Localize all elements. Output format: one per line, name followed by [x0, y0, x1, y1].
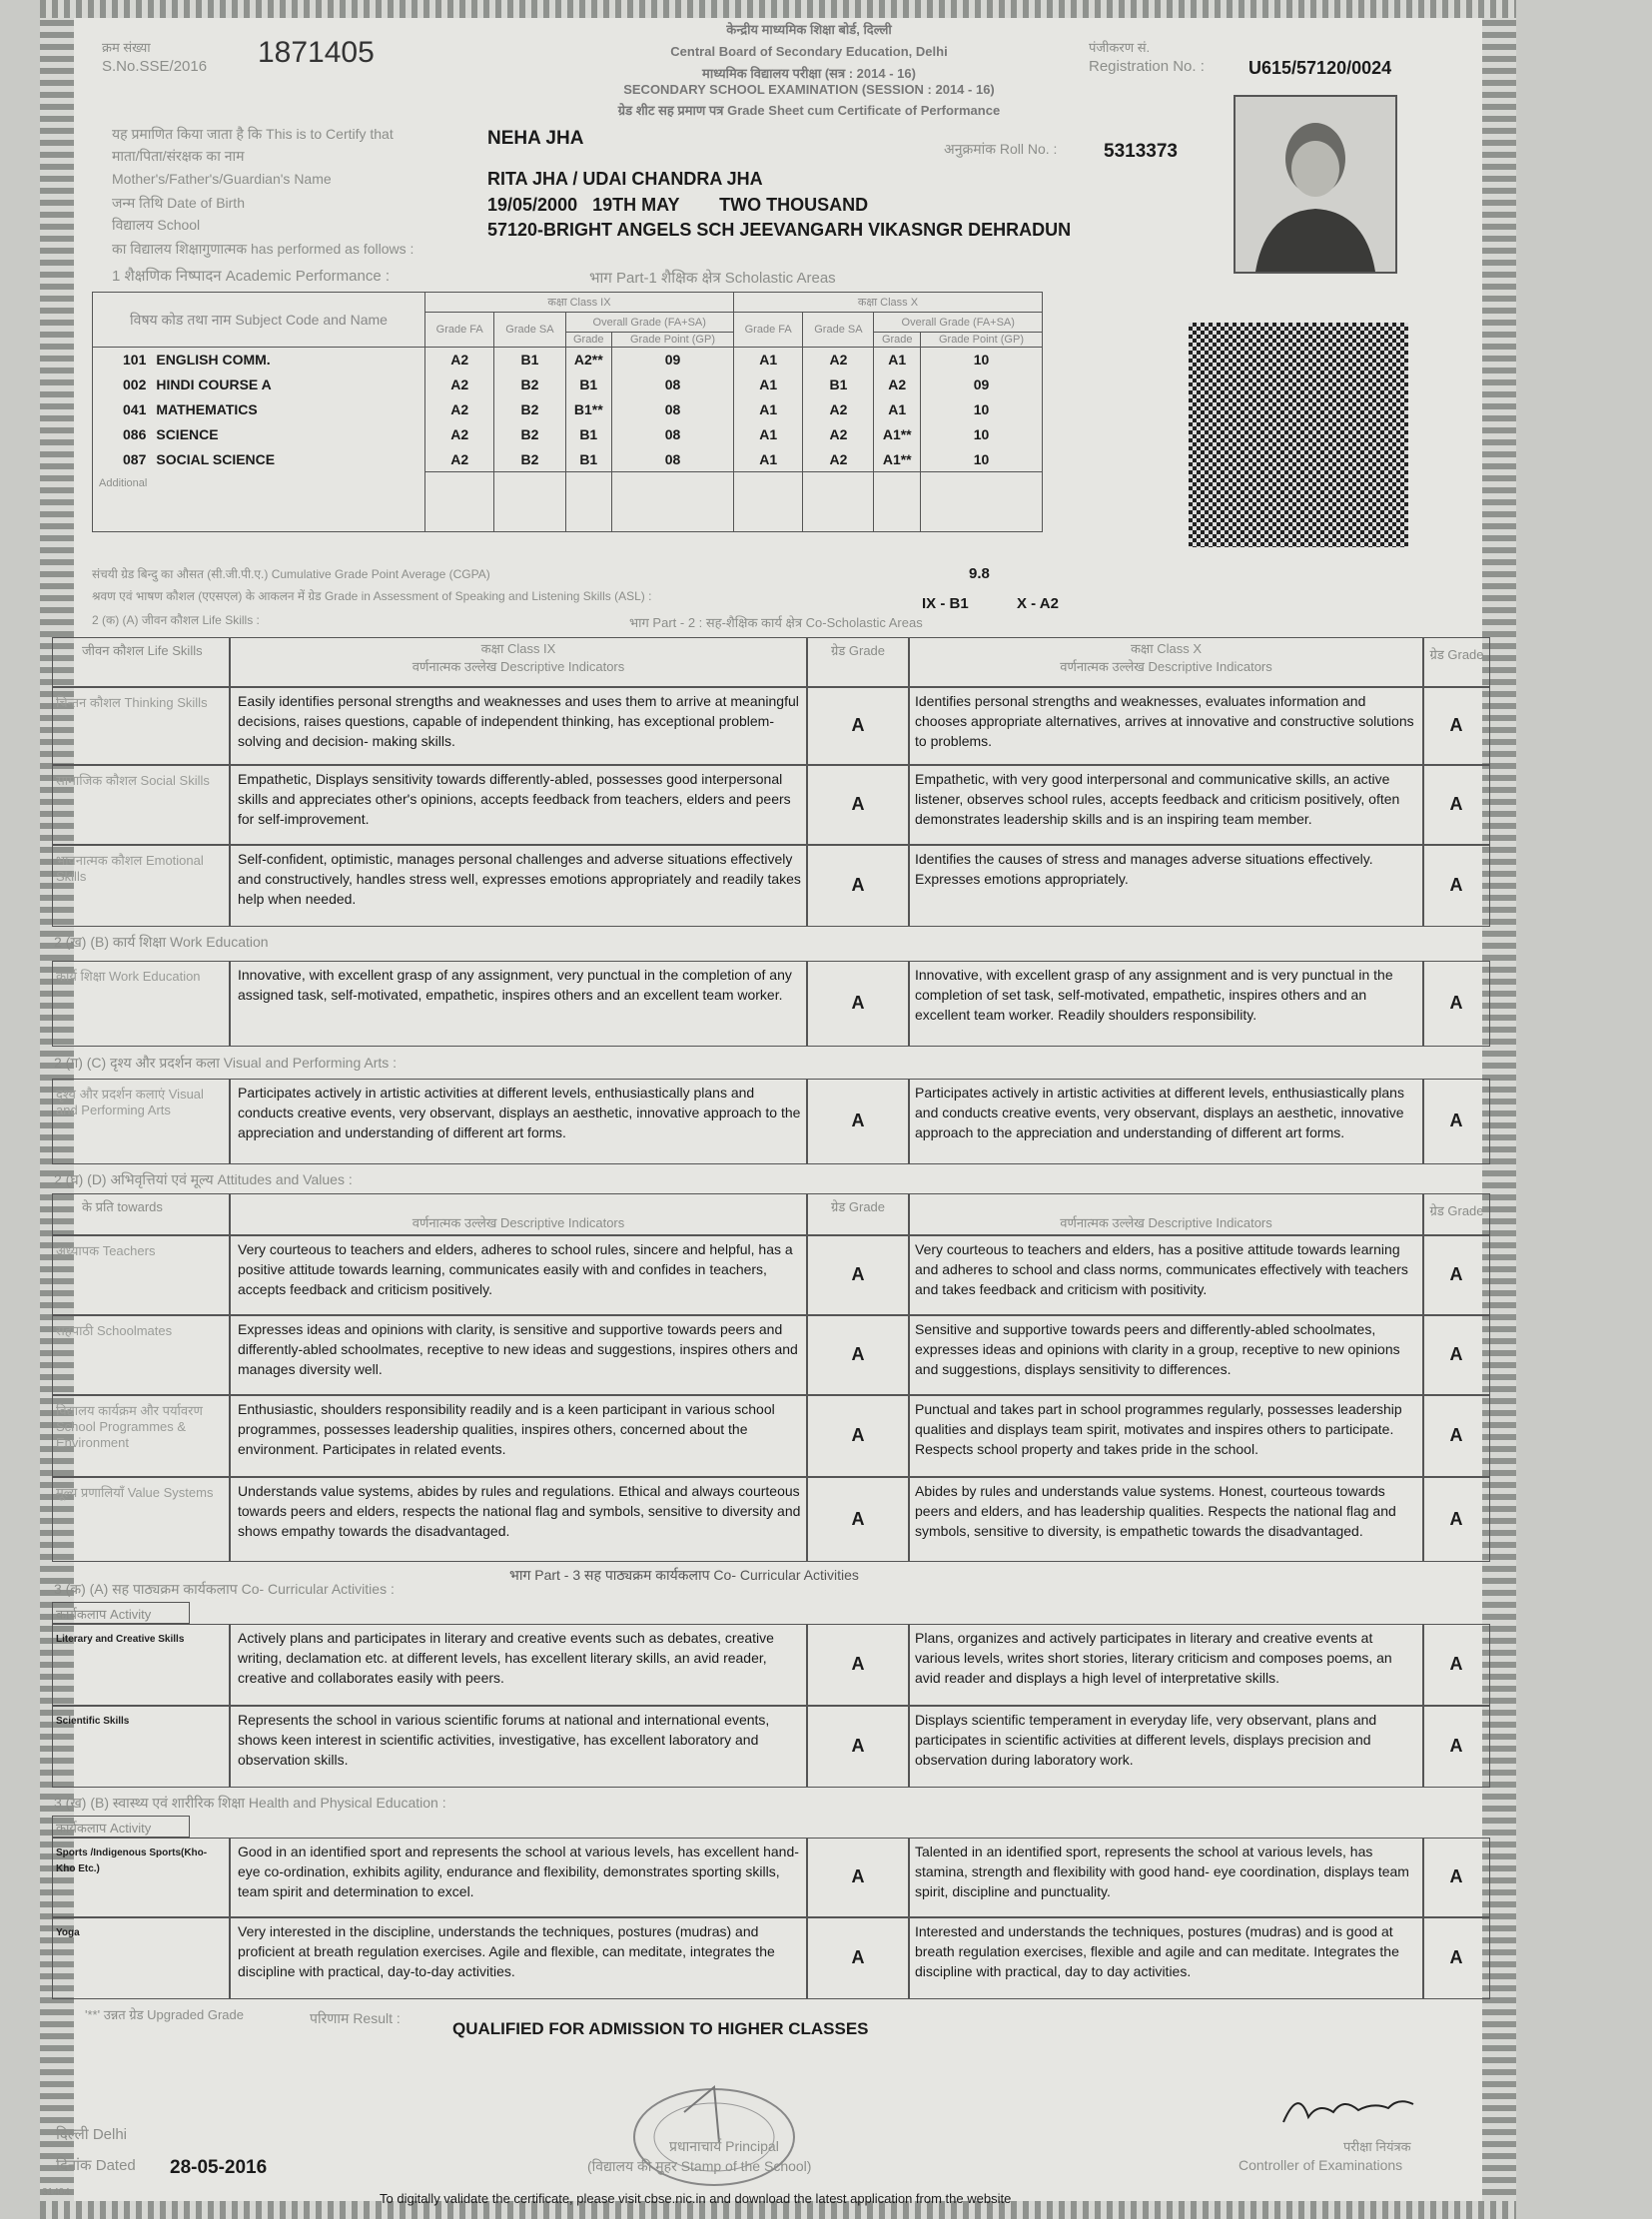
fa9-header: Grade FA: [425, 313, 494, 348]
grade-x: A: [1449, 1947, 1463, 1967]
additional-label: Additional: [99, 476, 148, 489]
overall9-header: Overall Grade (FA+SA): [565, 313, 733, 333]
class10-label: कक्षा Class X: [1130, 641, 1203, 656]
parent-hindi: माता/पिता/संरक्षक का नाम: [112, 148, 245, 164]
upgraded-grade-note: '**' उन्नत ग्रेड Upgraded Grade: [85, 2007, 244, 2022]
performed-label: का विद्यालय शिक्षागुणात्मक has performed as follows :: [112, 241, 414, 257]
subject-name-cell: [93, 348, 425, 372]
sno-hindi: क्रम संख्या: [102, 40, 151, 55]
grade-cell-sa10: B1: [803, 372, 874, 397]
certificate-sheet: [40, 0, 1516, 2219]
area-label: Literary and Creative Skills: [56, 1634, 185, 1645]
descriptive-indicator-x: Innovative, with excellent grasp of any assignment and is very punctual in the completion of set task, self-motivated, empathetic, inspires others and an excellent team worker. Readily shoulders responsibility.: [915, 967, 1393, 1023]
activity-header: कार्यकलाप Activity: [56, 1821, 152, 1836]
sno-value: 1871405: [258, 36, 375, 69]
dated-value: 28-05-2016: [170, 2157, 268, 2178]
subject-code: 101: [123, 352, 147, 369]
descriptive-indicator-x: Very courteous to teachers and elders, has a positive attitude towards learning and adheres to school and class norms, communicates effectively with teachers and takes feedback and criticism with positivity.: [915, 1241, 1408, 1297]
activity-header: कार्यकलाप Activity: [56, 1607, 152, 1622]
subject-name-cell: [93, 397, 425, 422]
descriptive-indicator-ix: Very interested in the discipline, understands the techniques, postures (mudras) and proficient at breath regulation exercises. Agile and flexible, can meditate, integrates the discipline with practical, day-to-day activities.: [238, 1923, 775, 1979]
candidate-photo: [1234, 95, 1397, 274]
grade-cell-g10: A1: [874, 397, 921, 422]
descriptive-indicator-ix: Participates actively in artistic activities at different levels, enthusiastically plans and conducts creative events, very observant, displays an aesthetic, innovative approach to the appreciation and understanding of different art forms.: [238, 1085, 801, 1140]
subject-name: ENGLISH COMM.: [156, 352, 271, 369]
section-label: 2 (ख) (B) कार्य शिक्षा Work Education: [54, 934, 269, 950]
board-hindi: केन्द्रीय माध्यमिक शिक्षा बोर्ड, दिल्ली: [726, 22, 892, 37]
area-label: अध्यापक Teachers: [56, 1243, 156, 1258]
desc-header: वर्णनात्मक उल्लेख Descriptive Indicators: [1060, 659, 1272, 674]
grade-cell-gp10: 10: [921, 348, 1043, 372]
subject-code: 002: [123, 376, 147, 392]
subject-name: SCIENCE: [156, 426, 219, 442]
grade-cell-gp10: 10: [921, 422, 1043, 447]
grade-cell-sa10: A2: [803, 348, 874, 372]
descriptive-indicator-ix: Very courteous to teachers and elders, adheres to school rules, sincere and helpful, has a positive attitude towards learning, communicates easily with and confides in teachers, accepts feedback and criticism positively.: [238, 1241, 793, 1297]
reg-hindi: पंजीकरण सं.: [1089, 40, 1151, 55]
descriptive-indicator-ix: Actively plans and participates in literary and creative events such as debates, creative writing, declamation etc. at different levels, has excellent literary skills, an avid reader, creative and collaborates easily with peers.: [238, 1630, 774, 1686]
grade-cell-gp9: 08: [612, 372, 734, 397]
subject-code: 087: [123, 451, 147, 467]
exam-hindi: माध्यमिक विद्यालय परीक्षा (सत्र : 2014 - 16): [702, 66, 916, 81]
grade-x: A: [1449, 1264, 1463, 1284]
gp9-header: Grade Point (GP): [612, 333, 734, 348]
grade-ix: A: [851, 1344, 865, 1364]
grade-cell-g9: B1**: [565, 397, 612, 422]
subject-code: 041: [123, 401, 147, 417]
dob-label: जन्म तिथि Date of Birth: [112, 195, 245, 211]
grade-cell-fa10: A1: [733, 422, 802, 447]
subject-row: [93, 447, 1043, 472]
area-label: कार्य शिक्षा Work Education: [56, 969, 201, 984]
grade-cell-fa10: A1: [733, 397, 802, 422]
asl-x: X - A2: [1017, 595, 1059, 612]
descriptive-indicator-x: Punctual and takes part in school programmes regularly, possesses leadership qualities and displays team spirit, motivates and inspires others to participate. Respects school property and takes pride in the school.: [915, 1401, 1402, 1457]
descriptive-indicator-x: Empathetic, with very good interpersonal and communicative skills, an active listener, observes school rules, accepts feedback and criticism positively, often demonstrates leadership skills and is an inspiring team member.: [915, 771, 1400, 827]
dated-label: दिनांक Dated: [56, 2157, 136, 2174]
subject-col-header: विषय कोड तथा नाम Subject Code and Name: [93, 293, 425, 348]
grade-cell-sa10: A2: [803, 447, 874, 472]
grade-ix: A: [851, 1947, 865, 1967]
sno-label: S.No.SSE/2016: [102, 58, 208, 75]
part2-label: भाग Part - 2 : सह-शैक्षिक कार्य क्षेत्र Co-Scholastic Areas: [629, 615, 923, 630]
subject-name-cell: [93, 372, 425, 397]
area-label: Sports /Indigenous Sports(Kho-Kho Etc.): [56, 1848, 208, 1874]
grade-cell-sa9: B2: [494, 372, 565, 397]
subject-row: [93, 397, 1043, 422]
grade-cell-gp10: 09: [921, 372, 1043, 397]
descriptive-indicator-ix: Self-confident, optimistic, manages personal challenges and adverse situations effectively and constructively, handles stress well, expresses emotions appropriately and readily takes help when needed.: [238, 851, 801, 907]
descriptive-indicator-ix: Innovative, with excellent grasp of any assignment, very punctual in the completion of any assigned task, self-motivated, empathetic, inspires others and an excellent team worker.: [238, 967, 792, 1003]
section-label: 3 (क) (A) सह पाठ्यक्रम कार्यकलाप Co- Curricular Activities :: [54, 1581, 395, 1597]
class9-label: कक्षा Class IX: [480, 641, 556, 656]
grade-x: A: [1449, 875, 1463, 895]
subject-name: SOCIAL SCIENCE: [156, 451, 276, 467]
class10-header: कक्षा Class X: [733, 293, 1042, 313]
roll-label: अनुक्रमांक Roll No. :: [944, 141, 1058, 157]
controller-label: Controller of Examinations: [1239, 2157, 1403, 2173]
area-label: सहपाठी Schoolmates: [56, 1323, 173, 1338]
grade-cell-sa9: B2: [494, 397, 565, 422]
subject-row: [93, 348, 1043, 372]
grade-ix: A: [851, 993, 865, 1013]
subject-name: MATHEMATICS: [156, 401, 258, 417]
grade-cell-fa10: A1: [733, 447, 802, 472]
academic-section-label: 1 शैक्षणिक निष्पादन Academic Performance :: [112, 268, 391, 285]
grade-cell-sa9: B2: [494, 447, 565, 472]
desc-header: वर्णनात्मक उल्लेख Descriptive Indicators: [412, 1215, 625, 1230]
grade-cell-sa10: A2: [803, 397, 874, 422]
grade-ix: A: [851, 1866, 865, 1886]
grade-ix: A: [851, 794, 865, 814]
descriptive-indicator-ix: Understands value systems, abides by rules and regulations. Ethical and always courteous towards peers and elders, respects the national flag and symbols, sensitive to diversity and shows empathy towards the disadvantaged.: [238, 1483, 801, 1539]
descriptive-indicator-x: Interested and understands the techniques, postures (mudras) and is good at breath regulation exercises, flexible and agile and can meditate. Integrates the discipline with practical, day to day activities.: [915, 1923, 1399, 1979]
grade-cell-g10: A1**: [874, 447, 921, 472]
life-skills-label: 2 (क) (A) जीवन कौशल Life Skills :: [92, 613, 260, 627]
parent-value: RITA JHA / UDAI CHANDRA JHA: [487, 169, 763, 189]
area-label: विद्यालय कार्यक्रम और पर्यावरण School Programmes & Environment: [56, 1403, 203, 1450]
subject-row: [93, 422, 1043, 447]
desc-header: वर्णनात्मक उल्लेख Descriptive Indicators: [412, 659, 625, 674]
exam-english: SECONDARY SCHOOL EXAMINATION (SESSION : 2014 - 16): [623, 82, 995, 97]
school-value: 57120-BRIGHT ANGELS SCH JEEVANGARH VIKASNGR DEHRADUN: [487, 220, 1072, 240]
descriptive-indicator-x: Abides by rules and understands value systems. Honest, courteous towards peers and elders, and has leadership qualities. Respects the national flag and symbols, sensitive to diversity, is empathetic towards the disadvantaged.: [915, 1483, 1396, 1539]
descriptive-indicator-x: Identifies the causes of stress and manages adverse situations effectively. Expresses emotions appropriately.: [915, 851, 1373, 887]
cgpa-label: संचयी ग्रेड बिन्दु का औसत (सी.जी.पी.ए.) Cumulative Grade Point Average (CGPA): [92, 567, 490, 581]
subject-row: [93, 372, 1043, 397]
gp10-header: Grade Point (GP): [921, 333, 1043, 348]
descriptive-indicator-ix: Represents the school in various scientific forums at national and international events, shows keen interest in scientific activities, investigative, has excellent laboratory and observation skills.: [238, 1712, 770, 1768]
grade-cell-gp9: 08: [612, 422, 734, 447]
class9-header: कक्षा Class IX: [425, 293, 734, 313]
area-label: मूल्य प्रणालियाँ Value Systems: [56, 1485, 214, 1500]
grade-cell-gp10: 10: [921, 397, 1043, 422]
top-border: [40, 0, 1516, 18]
principal-label: प्रधानाचार्य Principal: [669, 2138, 779, 2154]
grade-x: A: [1449, 715, 1463, 735]
parent-label: Mother's/Father's/Guardian's Name: [112, 171, 332, 187]
grade-x: A: [1449, 1866, 1463, 1886]
place: दिल्ली Delhi: [56, 2126, 128, 2143]
descriptive-indicator-ix: Good in an identified sport and represents the school at various levels, has excellent hand-eye co-ordination, exhibits agility, endurance and flexibility, demonstrates sporting skills, team spirit and determination to excel.: [238, 1844, 799, 1899]
grade-cell-fa9: A2: [425, 422, 494, 447]
grade-cell-g10: A1: [874, 348, 921, 372]
grade-header: ग्रेड Grade: [830, 643, 886, 658]
grade-cell-fa9: A2: [425, 397, 494, 422]
serial-number: 31404: [42, 2187, 70, 2198]
grade-cell-sa9: B2: [494, 422, 565, 447]
sa10-header: Grade SA: [803, 313, 874, 348]
grade-cell-gp9: 09: [612, 348, 734, 372]
area-label: Yoga: [56, 1927, 80, 1938]
grade-x: A: [1449, 993, 1463, 1013]
validation-note: To digitally validate the certificate, please visit cbse.nic.in and download the latest application from the website: [380, 2191, 1012, 2206]
dob-value: 19/05/2000 19TH MAY TWO THOUSAND: [487, 195, 869, 215]
grade-cell-g9: A2**: [565, 348, 612, 372]
asl-label: श्रवण एवं भाषण कौशल (एएसएल) के आकलन में ग्रेड Grade in Assessment of Speaking and Listening Skills (ASL) :: [92, 589, 652, 603]
scholastic-part-label: भाग Part-1 शैक्षिक क्षेत्र Scholastic Areas: [589, 270, 836, 287]
grade-x: A: [1449, 794, 1463, 814]
grade-ix: A: [851, 1508, 865, 1529]
board-english: Central Board of Secondary Education, Delhi: [670, 44, 948, 59]
grade-cell-g10: A1**: [874, 422, 921, 447]
grade-ix: A: [851, 875, 865, 895]
grade-cell-fa9: A2: [425, 447, 494, 472]
sa9-header: Grade SA: [494, 313, 565, 348]
controller-signature: [1278, 2082, 1418, 2132]
grade-cell-gp9: 08: [612, 397, 734, 422]
cgpa-value: 9.8: [969, 565, 990, 582]
overall10-header: Overall Grade (FA+SA): [874, 313, 1043, 333]
subject-name: HINDI COURSE A: [156, 376, 272, 392]
area-label: दृश्य और प्रदर्शन कलाएं Visual and Performing Arts: [56, 1087, 204, 1117]
grade-x: A: [1449, 1508, 1463, 1529]
descriptive-indicator-x: Sensitive and supportive towards peers and differently-abled schoolmates, expresses ideas and opinions with clarity in a group, receptive to new opinions and suggestions, displays sensitivity to differences.: [915, 1321, 1400, 1377]
section-label: 2 (घ) (D) अभिवृत्तियां एवं मूल्य Attitudes and Values :: [54, 1171, 353, 1187]
grade-header: ग्रेड Grade: [830, 1199, 886, 1214]
descriptive-indicator-x: Plans, organizes and actively participates in literary and creative events at various levels, writes short stories, literary criticism and composes poems, an avid reader and displays a high level of interpretative skills.: [915, 1630, 1392, 1686]
result-label: परिणाम Result :: [310, 2010, 401, 2026]
grade-cell-fa10: A1: [733, 372, 802, 397]
roll-value: 5313373: [1104, 141, 1178, 162]
grade-cell-fa9: A2: [425, 372, 494, 397]
part3-label: भाग Part - 3 सह पाठ्यक्रम कार्यकलाप Co- Curricular Activities: [509, 1567, 859, 1583]
descriptive-indicator-ix: Expresses ideas and opinions with clarity, is sensitive and supportive towards peers and differently-abled schoolmates, receptive to new ideas and suggestions, inspires others and manages diversity well.: [238, 1321, 798, 1377]
grade-x: A: [1449, 1344, 1463, 1364]
section-label: 2 (ग) (C) दृश्य और प्रदर्शन कला Visual and Performing Arts :: [54, 1055, 398, 1071]
grade-cell-sa9: B1: [494, 348, 565, 372]
grade-x: A: [1449, 1736, 1463, 1756]
descriptive-indicator-ix: Enthusiastic, shoulders responsibility readily and is a keen participant in various school programmes, possesses leadership qualities, inspires others, concerned about the environment. Participates in related events.: [238, 1401, 775, 1457]
area-label: सामाजिक कौशल Social Skills: [56, 773, 210, 788]
sheet-title: ग्रेड शीट सह प्रमाण पत्र Grade Sheet cum Certificate of Performance: [617, 103, 1001, 118]
grade-cell-g10: A2: [874, 372, 921, 397]
descriptive-indicator-x: Talented in an identified sport, represents the school at various levels, has stamina, strength and flexibility with good hand- eye coordination, displays team spirit, discipline and punctuality.: [915, 1844, 1409, 1899]
grade-x: A: [1449, 1654, 1463, 1674]
grade-cell-g9: B1: [565, 372, 612, 397]
certify-label: यह प्रमाणित किया जाता है कि This is to Certify that: [112, 126, 394, 142]
subject-code: 086: [123, 426, 147, 442]
fa10-header: Grade FA: [733, 313, 802, 348]
grade-ix: A: [851, 1110, 865, 1130]
grade-ix: A: [851, 1736, 865, 1756]
grade-x: A: [1449, 1110, 1463, 1130]
descriptive-indicator-ix: Empathetic, Displays sensitivity towards differently-abled, possesses good interpersonal skills and appreciates other's opinions, accepts feedback from teachers, elders and peers for self-improvement.: [238, 771, 791, 827]
descriptive-indicator-x: Displays scientific temperament in everyday life, very observant, plans and participates in scientific activities at different levels, displays precision and observation during laboratory work.: [915, 1712, 1377, 1768]
grade-cell-g9: B1: [565, 447, 612, 472]
area-label: चिन्तन कौशल Thinking Skills: [56, 695, 208, 710]
area-header: के प्रति towards: [82, 1199, 163, 1214]
grade-ix: A: [851, 1425, 865, 1445]
grade-cell-fa10: A1: [733, 348, 802, 372]
reg-value: U615/57120/0024: [1248, 58, 1392, 78]
grade-ix: A: [851, 1654, 865, 1674]
qr-code: [1189, 323, 1408, 547]
subject-name-cell: [93, 447, 425, 472]
scholastic-table: [92, 292, 1043, 532]
school-label: विद्यालय School: [112, 217, 201, 233]
grade10-header: Grade: [874, 333, 921, 348]
section-label: 3 (ख) (B) स्वास्थ्य एवं शारीरिक शिक्षा Health and Physical Education :: [54, 1795, 446, 1811]
grade-ix: A: [851, 715, 865, 735]
asl-ix: IX - B1: [922, 595, 969, 612]
grade-cell-g9: B1: [565, 422, 612, 447]
grade-cell-sa10: A2: [803, 422, 874, 447]
grade-header: ग्रेड Grade: [1429, 1203, 1484, 1218]
area-label: Scientific Skills: [56, 1716, 130, 1727]
area-label: भावनात्मक कौशल Emotional Skills: [56, 853, 204, 884]
school-stamp-label: (विद्यालय की मुहर Stamp of the School): [587, 2158, 812, 2174]
grade-cell-fa9: A2: [425, 348, 494, 372]
result-value: QUALIFIED FOR ADMISSION TO HIGHER CLASSES: [452, 2019, 869, 2038]
desc-header: वर्णनात्मक उल्लेख Descriptive Indicators: [1060, 1215, 1272, 1230]
subject-name-cell: [93, 422, 425, 447]
area-header: जीवन कौशल Life Skills: [82, 643, 203, 658]
candidate-name: NEHA JHA: [487, 128, 584, 149]
grade9-header: Grade: [565, 333, 612, 348]
grade-x: A: [1449, 1425, 1463, 1445]
grade-header: ग्रेड Grade: [1429, 647, 1484, 662]
grade-cell-gp9: 08: [612, 447, 734, 472]
descriptive-indicator-ix: Easily identifies personal strengths and weaknesses and uses them to arrive at meaningful decisions, raises questions, capable of independent thinking, has exceptional problem- solving and decision- making skills.: [238, 693, 799, 749]
reg-label: Registration No. :: [1089, 58, 1205, 75]
descriptive-indicator-x: Identifies personal strengths and weaknesses, evaluates information and chooses appropriate alternatives, arrives at innovative and constructive solutions to problems.: [915, 693, 1414, 749]
grade-cell-gp10: 10: [921, 447, 1043, 472]
grade-ix: A: [851, 1264, 865, 1284]
controller-hindi: परीक्षा नियंत्रक: [1343, 2139, 1411, 2154]
descriptive-indicator-x: Participates actively in artistic activities at different levels, enthusiastically plans and conducts creative events, very observant, displays an aesthetic, innovative approach to the appreciation and understanding of different art forms.: [915, 1085, 1404, 1140]
